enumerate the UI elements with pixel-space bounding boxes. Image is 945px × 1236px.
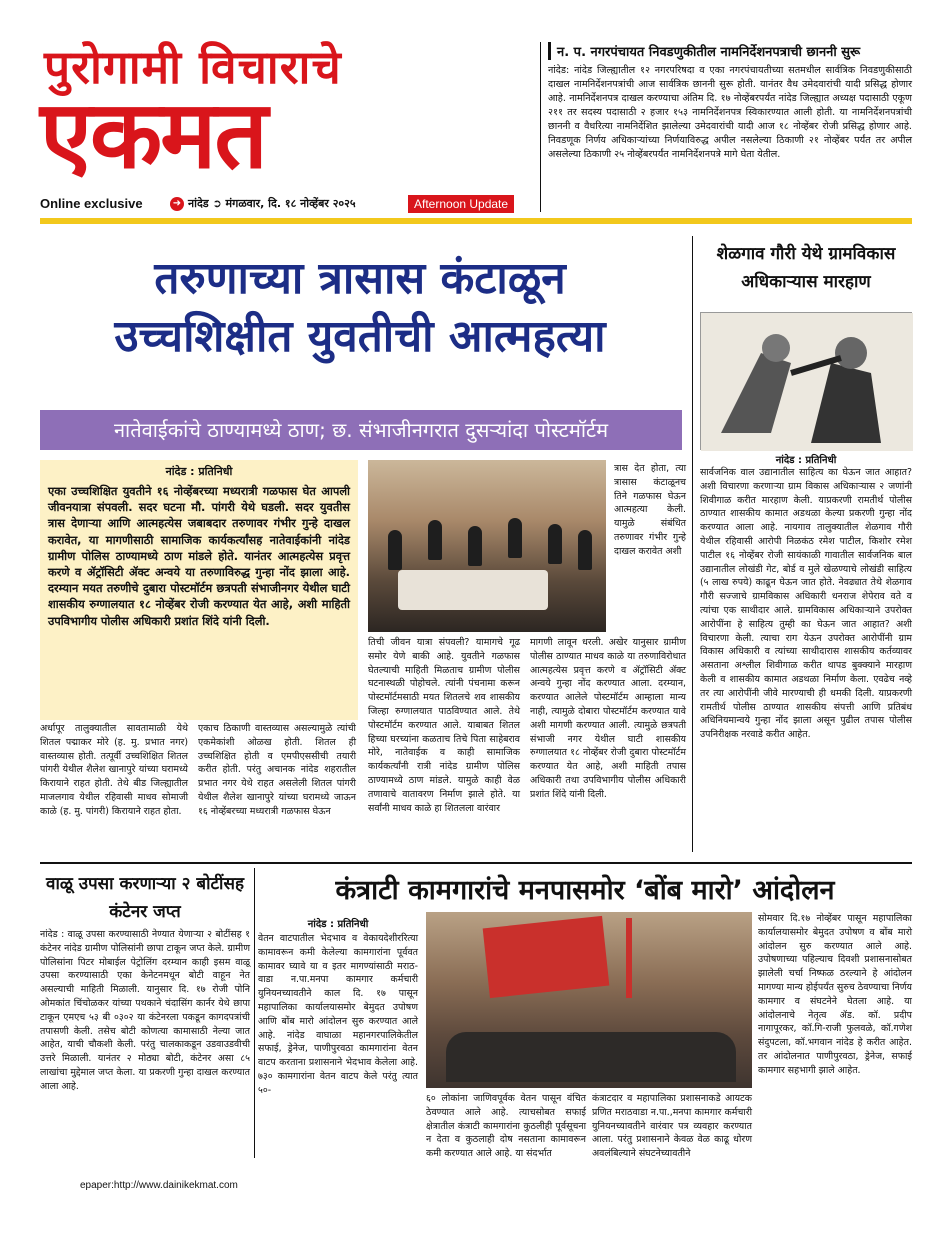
main-col4: मागणी लावून धरली. अखेर यानुसार ग्रामीण पोलीस ठाण्यात माधव काळे या तरुणाविरोधात आत्महत्येस प्रवृत्त करणे व ॲट्रॉसिटी ॲक्ट अन्वये गुन्हा नोंद करण्यात आला. दरम्यान, करण्यात आलेले पोस्टमॉर्टम आम्हाला मान्य नाही, त्यामुळे दोबारा पोस्टमॉर्टम करण्यात यावे अशी मागणी करण्यात आली. त्यामुळे छत्रपती संभाजी नगर येथील घाटी शासकीय रुग्णालयात १८ नोव्हेंबर रोजी दुबारा पोस्टमॉर्टम करण्यात येत आहे, अशी माहिती तपास अधिकारी तथा उपविभागीय पोलीस अधिकारी प्रशांत शिंदे यांनी दिली.: [530, 637, 686, 800]
side-headline: शेळगाव गौरी येथे ग्रामविकास अधिकाऱ्यास मारहाण: [716, 244, 896, 292]
workers-col4: सोमवार दि.१७ नोव्हेंबर पासून महापालिका कार्यालयासमोर बेमुदत उपोषण व बोंब मारो आंदोलन सुरु करण्यात आले आहे. उपोषणाच्या पहिल्याच दिवशी प्रशासनासोबत झालेली चर्चा निष्फळ ठरल्याने हे आंदोलन मागण्या मान्य होईपर्यंत सुरुच ठेवण्याचा निर्णय कामगार व संघटनेने घेतला आहे. या आंदोलनाचे नेतृत्व ॲड. कॉ. प्रदीप नागापूरकर, कॉ.गि-राजी फुलवळे, कॉ.गणेश संदुपटला, कॉ.भगवान नांदेड हे करीत आहेत. तर आंदोलनात पाणीपुरवठा, ड्रेनेज, सफाई कामगार सहभागी झाले आहेत.: [758, 913, 912, 1076]
workers-headline: कंत्राटी कामगारांचे मनपासमोर ‘बोंब मारो’ आंदोलन: [335, 875, 835, 906]
main-headline: [40, 250, 680, 366]
top-story-body: नांदेड: नांदेड जिल्ह्यातील १२ नगरपरिषदा व एका नगरपंचायतीच्या सतमधील सार्वत्रिक निवडणुकीसाठी दाखल नामनिर्देशनपत्रांची आज सार्वत्रिक छाननी सुरू होती. यानंतर वैध उमेदवारांची यादी प्रसिद्ध होणार आहे. नामनिर्देशनपत्र दाखल करण्याचा अंतिम दि. १७ नोव्हेंबरपर्यंत नांदेड जिल्ह्यात अध्यक्ष पदासाठी एकूण २११ तर सदस्य पदासाठी २ हजार १५३ नामनिर्देशनपत्र स्विकारण्यात आली होती. या नामनिर्देशनपत्रांची छाननी व वैधरित्या नामनिर्देशित झालेल्या उमेदवारांची यादी आज १८ नोव्हेंबर रोजी प्रसिद्ध होणार आहे. निवडणूक निर्णय अधिकाऱ्यांच्या निर्णयाविरुद्ध अपील नसलेल्या ठिकाणी २१ नोव्हेंबर पर्यंत तर अपील असलेल्या ठिकाणी २५ नोव्हेंबरपर्यंत नामनिर्देशनपत्रे मागे घेता येतील.: [548, 65, 912, 160]
top-story-headline: न. प. नगरपंचायत निवडणुकीतील नामनिर्देशनपत्राची छाननी सुरू: [548, 42, 912, 60]
main-col2: एकाच ठिकाणी वास्तव्यास असल्यामुळे त्यांची एकमेकांशी ओळख होती. शितल ही उच्चशिक्षित होती व एमपीएससीची तयारी करीत होती. परंतु अचानक नांदेड शहरातील प्रभात नगर येथे राहत असलेली शितल पांगरी येथील शैलेश खानापुरे यांच्या घरामध्ये जाऊन १६ नोव्हेंबरच्या मध्यरात्री गळफास घेऊन: [198, 723, 356, 817]
main-headline-line1: तरुणाच्या त्रासास कंटाळून: [154, 253, 566, 304]
assault-illustration: [700, 312, 912, 450]
sand-headline: वाळू उपसा करणाऱ्या २ बोटींसह कंटेनर जप्त: [46, 874, 244, 922]
top-story: [548, 42, 912, 162]
main-subhead: नातेवाईकांचे ठाण्यामध्ये ठाण; छ. संभाजीनगरात दुसऱ्यांदा पोस्टमॉर्टम: [40, 410, 682, 450]
main-byline: नांदेड : प्रतिनिधी: [165, 465, 233, 478]
side-byline: नांदेड : प्रतिनिधी: [775, 455, 837, 466]
arrow-circle-icon: ➜: [170, 197, 184, 211]
sand-body: नांदेड : वाळू उपसा करण्यासाठी नेण्यात येणाऱ्या २ बोटींसह १ कंटेनर नांदेड ग्रामीण पोलिसांनी छापा टाकून जप्त केले. ग्रामीण पोलिसांना पिटर मोबाईल पेट्रोलिंग दरम्यान काही इसम वाळू उपसा करण्यासाठी एका केनेटनमधून बोटी वाहून नेत असल्याची माहिती मिळाली. यानुसार दि. १७ रोजी पोनि ओमकांत चिंचोळकर यांच्या पथकाने चंदासिंग कार्नर येथे छापा टाकून एमएच ५३ बी ०३०२ या कंटेनरला पकडून कागदपत्रांची तपासणी केली. तसेच बोटी कोणत्या कामासाठी नेल्या जात आहेत, याची चौकशी केली. परंतु चालकाकडून उडवाउडवीची उत्तरे मिळाली. यानंतर २ मोठ्या बोटी, कंटेनर असा ८५ लाखांचा मुद्देमाल जप्त केला. या प्रकरणी गुन्हा दाखल करण्यात आला आहे.: [40, 929, 250, 1092]
police-station-photo: [368, 460, 606, 632]
dateline: [170, 196, 356, 211]
workers-byline: नांदेड : प्रतिनिधी: [307, 919, 369, 930]
main-col3: तिची जीवन यात्रा संपवली? यामागचे गूढ समोर येणे बाकी आहे. युवतीने गळफास घेतल्याची माहिती मिळताच ग्रामीण पोलीस घटनास्थळी पोहोचले. त्यांनी पंचनामा करून पोस्टमॉर्टमसाठी मयत शितलचे शव शासकीय जिल्हा रुग्णालयात पाठविण्यात आले. तेथे पोस्टमॉर्टम करण्यात आले. याबाबत शितल हिच्या घरच्यांना कळताच तिचे पिता साहेबराव मोरे, नातेवाईक व काही सामाजिक कार्यकर्त्यांनी रात्री नांदेड ग्रामीण पोलिस ठाण्यामध्ये ठाण मांडले. यामुळे काही वेळ तणावाचे वातावरण निर्माण झाले होते. या सर्वांनी माधव काळे हा शितलला वारंवार: [368, 637, 520, 814]
masthead-logo: एकमत: [40, 80, 266, 190]
main-headline-line2: उच्चशिक्षीत युवतीची आत्महत्या: [114, 311, 606, 362]
lead-box: [40, 460, 358, 720]
divider: [540, 42, 541, 212]
yellow-rule: [40, 218, 912, 224]
protest-photo: [426, 912, 752, 1088]
lead-text: एका उच्चशिक्षित युवतीने १६ नोव्हेंबरच्या मध्यरात्री गळफास घेत आपली जीवनयात्रा संपवली. सदर घटना मौ. पांगरी येथे घडली. सदर युवतीस त्रास देणाऱ्या आणि आत्महत्येस जबाबदार तरुणावर गंभीर गुन्हे दाखल करावेत, या मागणीसाठी सामाजिक कार्यकर्त्यांसह नातेवाईकांनी नांदेड ग्रामीण पोलिस ठाण्यामध्ये ठाण मांडले होते. यानंतर आत्महत्येस प्रवृत्त करणे व ॲट्रॉसिटी ॲक्ट अन्वये या तरुणाविरुद्ध गुन्हा नोंद झाला आहे. दरम्यान मयत तरुणीचे दुबारा पोस्टमॉर्टम छत्रपती संभाजीनगर येथील घाटी शासकीय रुग्णालयात १८ नोव्हेंबर रोजी करण्यात येत आहे, अशी माहिती उपविभागीय पोलीस अधिकारी प्रशांत शिंदे यांनी दिली.: [48, 484, 350, 628]
online-exclusive-label: Online exclusive: [40, 196, 143, 211]
edition-badge: Afternoon Update: [408, 195, 514, 213]
main-col1: अर्धापूर तालुक्यातील सावतामाळी येथे शितल पद्माकर मोरे (ह. मु. प्रभात नगर) वास्तव्यास होती. तत्पूर्वी उच्चशिक्षित शितल पांगरी येथील शैलेश खानापुरे यांच्या घरामध्ये किरायाने राहत होती. तेथे बीड जिल्ह्यातील माजलगाव येथील रहिवासी माधव सोमाजी काळे (ह. मु. पांगरी) किरायाने राहत होता.: [40, 723, 188, 817]
workers-col2: ६० लोकांना जाणिवपूर्वक वेतन पासून वंचित ठेवण्यात आले आहे. त्याचसोबत सफाई क्षेत्रातील कंत्राटी कामगारांना कुठलीही पूर्वसूचना न देता व कुठलाही दोष नसताना कामावरून कमी करण्यात आले आहे. या संदर्भात: [426, 1093, 586, 1160]
divider: [254, 868, 255, 1158]
side-body: सार्वजनिक वाल उद्यानातील साहित्य का घेऊन जात आहात? अशी विचारणा करणाऱ्या ग्राम विकास अधिकाऱ्यास २ जणांनी शिवीगाळ करीत मारहाण केली. याप्रकरणी रामतीर्थ पोलीस ठाण्यात शासकीय कामात अडथळा केल्या प्रकरणी गुन्हा नोंद करण्यात आला आहे. नायगाव तालुक्यातील शेळगाव गौरी येथील रहिवासी आरोपी निळकंठ रमेश पाटील, किशोर रमेश पाटील १६ नोव्हेंबर रोजी सायंकाळी गावातील सार्वजनिक बाल उद्यानातील लोखंडी गेट, बोर्ड व मुले खेळण्याचे लोखंडी साहित्य (५ लाख रुपये) काढून घेऊन जात होते. नेवढ्यात तेथे शेळगाव गौरी सज्जाचे ग्रामविकास अधिकारी धनराज शेपेराव वते व त्यांचा एक साथीदार आले. ग्रामविकास अधिकाऱ्याने उपरोक्त आरोपींना हे साहित्य तुम्ही का घेऊन जात आहात? अशी विचारणा केली. त्याचा राग येऊन उपरोक्त आरोपींनी ग्राम विकास अधिकारी व त्यांच्या साथीदारास शासकीय कर्तव्यावर असताना अश्लील शिवीगाळ करीत थापड बुक्क्याने मारहाण केली व शासकीय कामात अडथळा निर्माण केला. एवढेच नव्हे तर त्या आरोपींनी जीवे मारण्याची ही धमकी दिली. याप्रकरणी रामतीर्थ पोलीस ठाण्यात शासकीय संपत्ती आणि प्रतिबंध अधिनियमान्वये गुन्हा नोंद झाला असून पुढील तपास पोलीस उपनिरीक्षक नरवाडे करीत आहेत.: [700, 467, 912, 741]
workers-col3: कंत्राटदार व महापालिका प्रशासनाकडे आयटक प्रणित मराठवाडा न.पा.,मनपा कामगार कर्मचारी युनियनच्यावतीने वारंवार पत्र व्यवहार करण्यात आला. परंतु प्रशासनाने केवळ वेळ काढू धोरण अवलंबिल्याने संघटनेच्यावतीने: [592, 1093, 752, 1160]
masthead-tagline: पुरोगामी विचाराचे: [44, 40, 342, 94]
dateline-text: नांदेड ➲ मंगळवार, दि. १८ नोव्हेंबर २०२५: [188, 197, 356, 210]
section-rule: [40, 862, 912, 864]
workers-col1: वेतन वाटपातील भेदभाव व वेकायदेशीररित्या कामावरून कमी केलेल्या कामगारांना पूर्ववत कामावर घ्यावे या व इतर मागण्यांसाठी मराठ-वाडा न.पा.मनपा कामगार कर्मचारी युनियनच्यावतीने काल दि. १७ पासून महापालिका कार्यालयासमोर बेमुदत उपोषण आणि बोंब मारो आंदोलन सुरु करण्यात आले आहे. नांदेड वाघाळा महानगरपालिकेतील सफाई, ड्रेनेज, पाणीपुरवठा कामगारांना वेतन वाटप करताना प्रशासनाने भेदभाव केलेला आहे. ७३० कामगारांना वेतन वाटप केले परंतु त्यात ५०-: [258, 933, 418, 1096]
divider: [692, 236, 693, 852]
epaper-footer: epaper:http://www.dainikekmat.com: [80, 1180, 238, 1191]
main-photo-side-text: त्रास देत होता, त्या त्रासास कंटाळूनच तिने गळफास घेऊन आत्महत्या केली. यामुळे संबंधित तरुणावर गंभीर गुन्हे दाखल करावेत अशी: [614, 463, 686, 557]
